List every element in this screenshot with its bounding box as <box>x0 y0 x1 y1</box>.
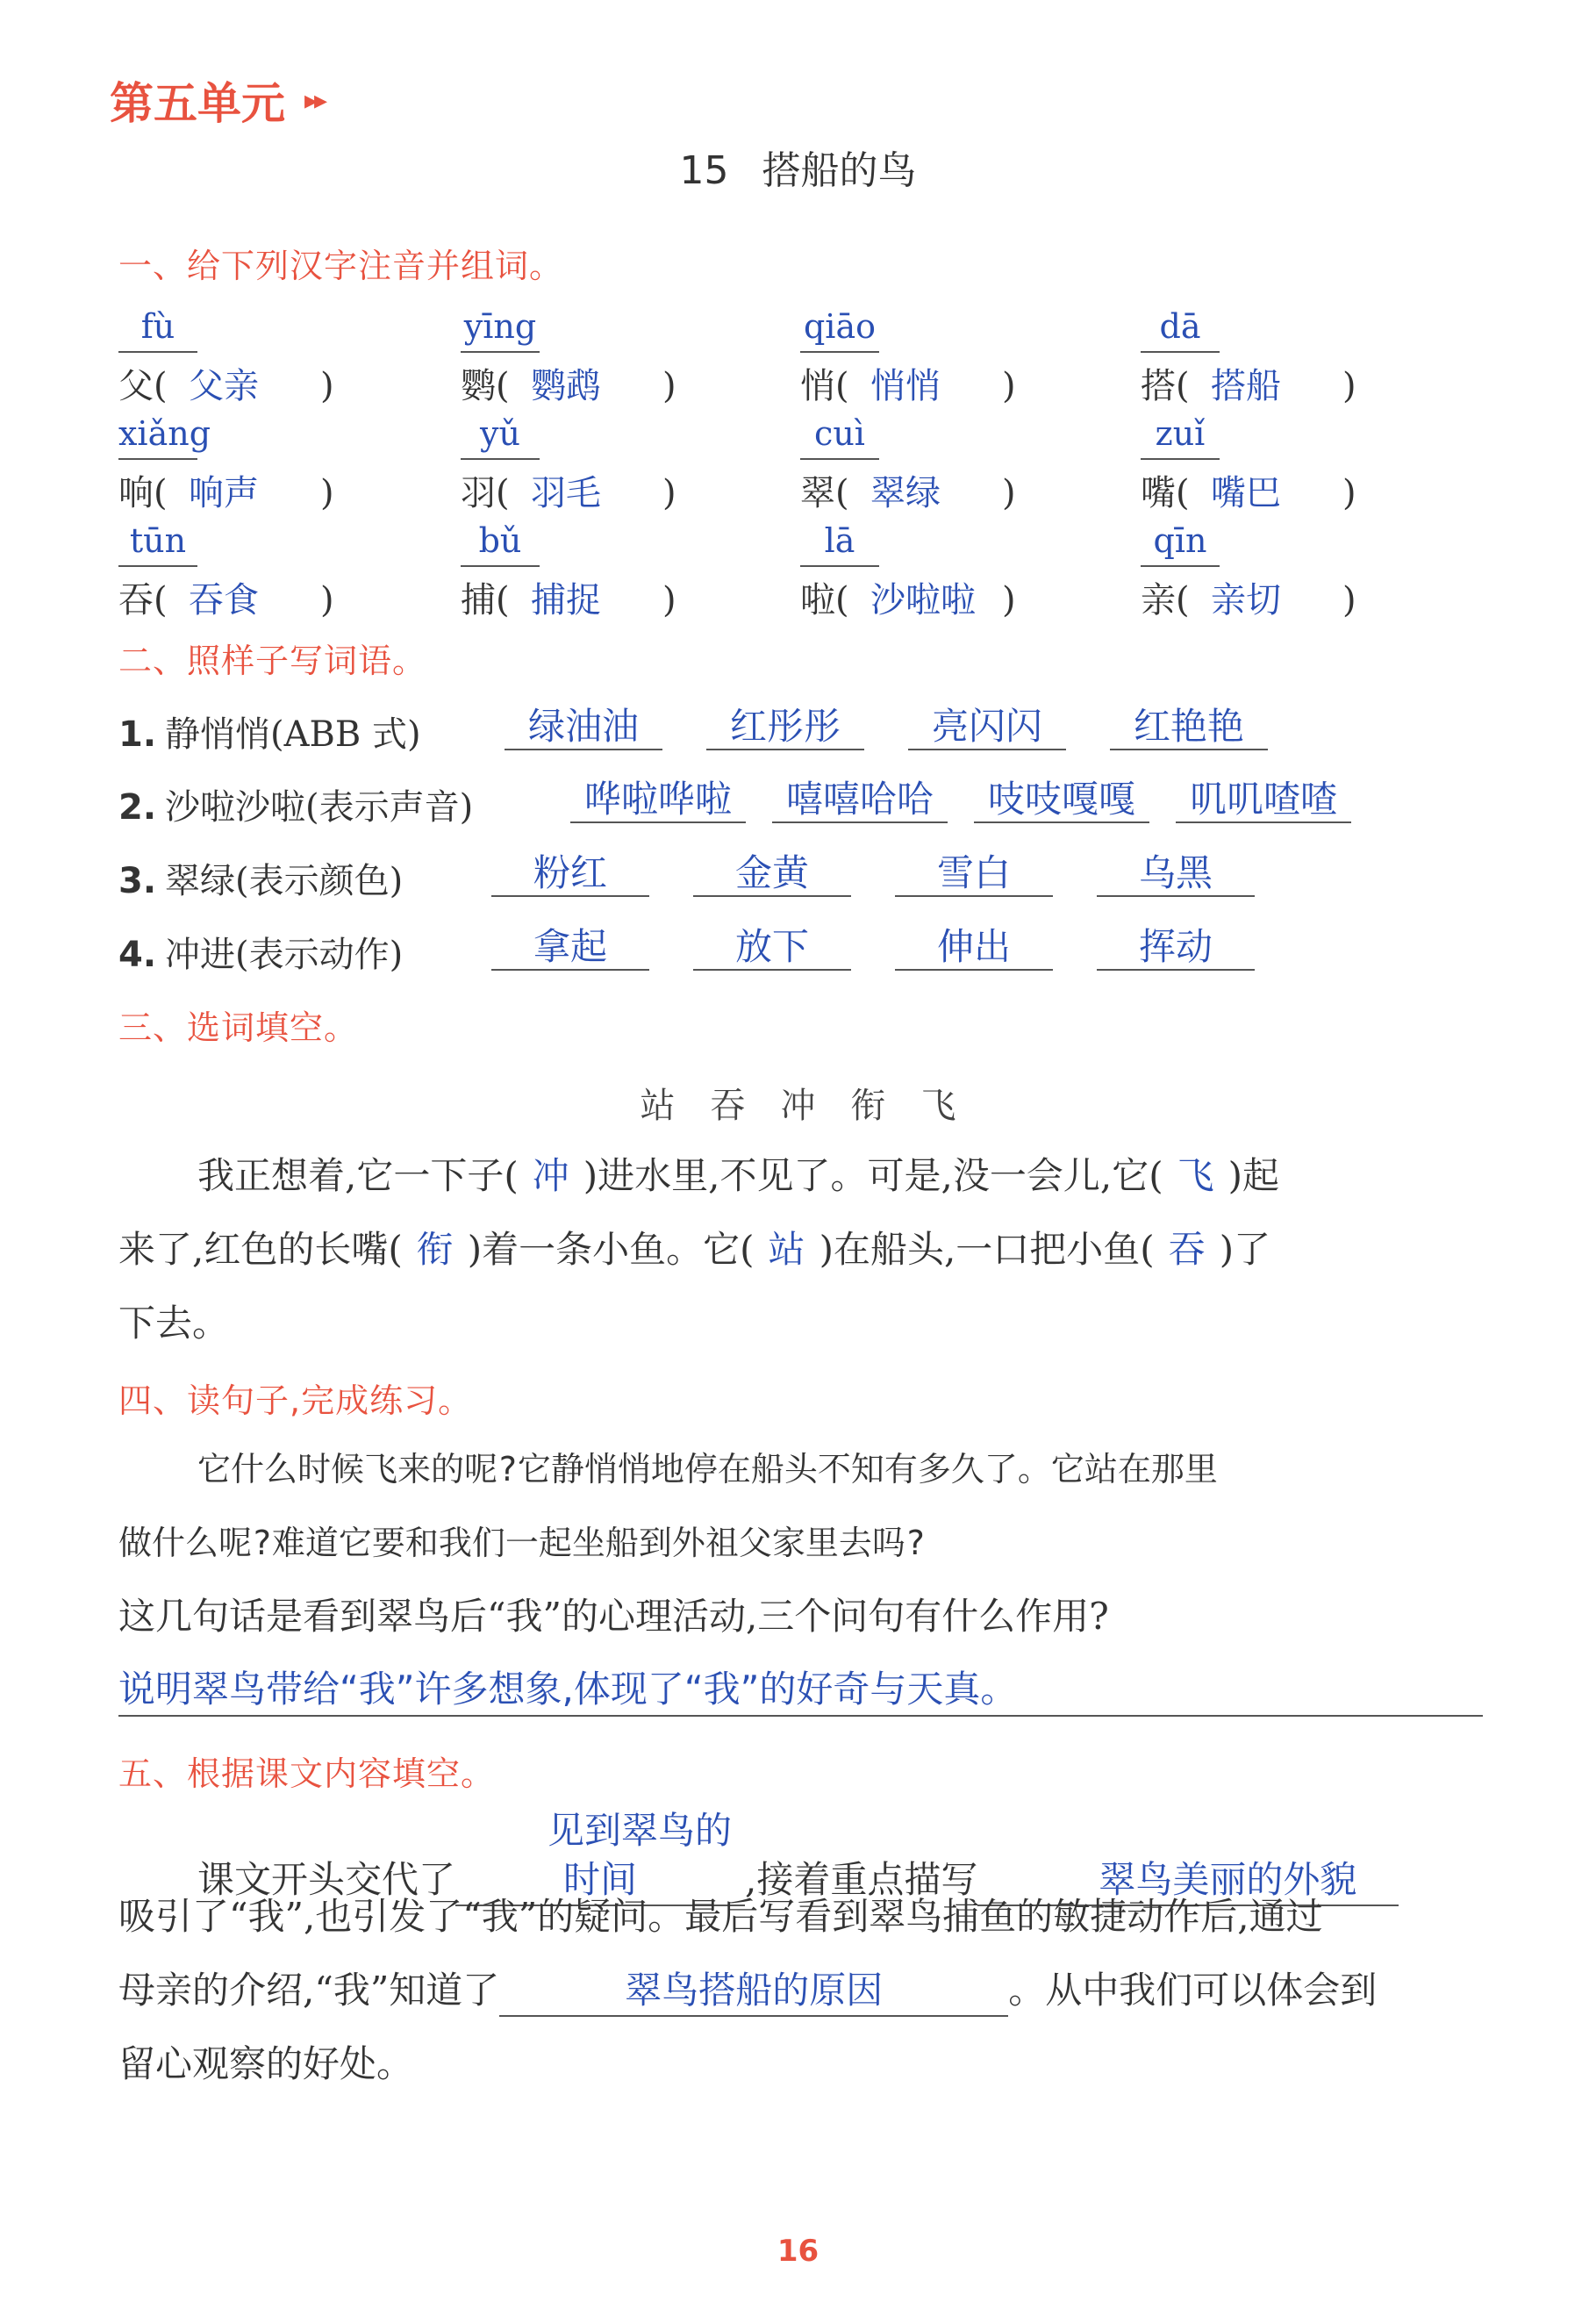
pattern-example: 静悄悄(ABB 式) <box>165 714 421 755</box>
open-paren: ( <box>496 580 510 620</box>
pinyin-answer[interactable]: fù <box>118 307 197 353</box>
answer-line[interactable] <box>118 1661 1483 1717</box>
char-line <box>1141 465 1356 515</box>
close-paren: ) <box>320 473 334 513</box>
fill-answer: 吞 <box>1168 1228 1206 1271</box>
pattern-answer[interactable]: 粉红 <box>491 844 649 897</box>
pattern-answer[interactable]: 红艳艳 <box>1110 698 1268 750</box>
text: 。从中我们可以体会到 <box>1008 1969 1378 2012</box>
hanzi: 啦 <box>800 580 835 620</box>
text: )了 <box>1219 1228 1271 1271</box>
pinyin-answer[interactable]: tūn <box>118 521 197 567</box>
text: )进水里,不见了。可是,没一会儿,它( <box>583 1154 1163 1197</box>
text: ,接着重点描写 <box>745 1858 978 1901</box>
page-number: 16 <box>777 2234 819 2269</box>
item-number: 2. <box>118 787 157 828</box>
blank-answer-2[interactable]: 翠鸟美丽的外貌 <box>977 1855 1399 1906</box>
pinyin-answer[interactable]: qiāo <box>800 307 879 353</box>
word-answer[interactable]: 翠绿 <box>870 473 941 513</box>
section1-heading: 一、给下列汉字注音并组词。 <box>118 247 564 285</box>
text: 母亲的介绍,“我”知道了 <box>118 1969 500 2012</box>
word-answer[interactable]: 亲切 <box>1211 580 1281 620</box>
word-answer[interactable]: 吞食 <box>189 580 259 620</box>
pinyin-item <box>118 307 434 411</box>
word-answer[interactable]: 捕捉 <box>531 580 601 620</box>
close-paren: ) <box>1002 580 1016 620</box>
open-paren: ( <box>835 580 849 620</box>
text: 来了,红色的长嘴( <box>118 1228 403 1271</box>
fill-paragraph-line1 <box>118 1139 1487 1213</box>
pattern-answer[interactable]: 嘻嘻哈哈 <box>772 771 948 823</box>
section5-heading: 五、根据课文内容填空。 <box>118 1754 496 1793</box>
hanzi: 响 <box>118 473 154 513</box>
char-line <box>1141 358 1356 408</box>
open-paren: ( <box>1176 580 1190 620</box>
close-paren: ) <box>662 473 676 513</box>
blank-answer-1[interactable]: 见到翠鸟的时间 <box>455 1806 745 1906</box>
open-paren: ( <box>496 366 510 406</box>
double-arrow-icon: ▸▸ <box>304 84 325 116</box>
hanzi: 翠 <box>800 473 835 513</box>
quote-line1: 它什么时候飞来的呢?它静悄悄地停在船头不知有多久了。它站在那里 <box>197 1450 1218 1488</box>
word-answer[interactable]: 响声 <box>189 473 259 513</box>
quote-line2: 做什么呢?难道它要和我们一起坐船到外祖父家里去吗? <box>118 1524 926 1562</box>
fill-answer: 飞 <box>1177 1154 1214 1197</box>
close-paren: ) <box>1002 473 1016 513</box>
pinyin-item <box>461 414 777 518</box>
word-answer[interactable]: 悄悄 <box>870 366 941 406</box>
fill-answer: 站 <box>768 1228 805 1271</box>
pattern-answer[interactable]: 叽叽喳喳 <box>1176 771 1351 823</box>
char-line <box>118 465 334 515</box>
char-line <box>1141 572 1356 622</box>
pattern-row <box>118 918 1487 979</box>
hanzi: 捕 <box>461 580 496 620</box>
pinyin-item <box>1141 307 1456 411</box>
close-paren: ) <box>1002 366 1016 406</box>
word-answer[interactable]: 嘴巴 <box>1211 473 1281 513</box>
fill-paragraph-line2 <box>118 1213 1487 1287</box>
pattern-example: 冲进(表示动作) <box>165 935 404 975</box>
lesson-name: 搭船的鸟 <box>762 148 917 193</box>
pattern-answer[interactable]: 亮闪闪 <box>908 698 1066 750</box>
close-paren: ) <box>1342 366 1356 406</box>
section2-heading: 二、照样子写词语。 <box>118 642 427 680</box>
hanzi: 嘴 <box>1141 473 1176 513</box>
close-paren: ) <box>1342 580 1356 620</box>
pattern-answer[interactable]: 雪白 <box>895 844 1053 897</box>
lesson-title <box>0 139 1596 195</box>
fill-answer: 冲 <box>532 1154 569 1197</box>
pinyin-item <box>1141 521 1456 625</box>
text: )在船头,一口把小鱼( <box>819 1228 1155 1271</box>
item-number: 4. <box>118 935 157 975</box>
pattern-label <box>118 779 473 829</box>
pattern-example: 沙啦沙啦(表示声音) <box>165 787 474 828</box>
word-answer[interactable]: 羽毛 <box>531 473 601 513</box>
pinyin-answer[interactable]: lā <box>800 521 879 567</box>
pinyin-item <box>1141 414 1456 518</box>
char-line <box>118 572 334 622</box>
item-number: 3. <box>118 861 157 901</box>
answer-text: 说明翠鸟带给“我”许多想象,体现了“我”的好奇与天真。 <box>118 1668 1018 1711</box>
text: 我正想着,它一下子( <box>197 1154 519 1197</box>
open-paren: ( <box>154 580 168 620</box>
pattern-answer[interactable]: 吱吱嘎嘎 <box>974 771 1149 823</box>
pattern-example: 翠绿(表示颜色) <box>165 861 404 901</box>
summary-line2: 吸引了“我”,也引发了“我”的疑问。最后写看到翠鸟捕鱼的敏捷动作后,通过 <box>118 1895 1323 1938</box>
close-paren: ) <box>662 580 676 620</box>
item-number: 1. <box>118 714 157 755</box>
hanzi: 父 <box>118 366 154 406</box>
pinyin-item <box>461 521 777 625</box>
lesson-number: 15 <box>679 148 729 193</box>
pinyin-answer[interactable]: cuì <box>800 414 879 460</box>
pinyin-answer[interactable]: dā <box>1141 307 1220 353</box>
pattern-answer[interactable]: 挥动 <box>1097 918 1255 971</box>
pattern-answer[interactable]: 乌黑 <box>1097 844 1255 897</box>
question-text: 这几句话是看到翠鸟后“我”的心理活动,三个问句有什么作用? <box>118 1595 1109 1638</box>
char-line <box>461 358 676 408</box>
open-paren: ( <box>835 366 849 406</box>
hanzi: 亲 <box>1141 580 1176 620</box>
section4-heading: 四、读句子,完成练习。 <box>118 1381 473 1420</box>
open-paren: ( <box>1176 366 1190 406</box>
pattern-answer[interactable]: 放下 <box>693 918 851 971</box>
text: )着一条小鱼。它( <box>467 1228 755 1271</box>
pinyin-answer[interactable]: yīng <box>461 307 540 353</box>
pattern-answer[interactable]: 拿起 <box>491 918 649 971</box>
hanzi: 悄 <box>800 366 835 406</box>
word-answer[interactable]: 搭船 <box>1211 366 1281 406</box>
pattern-label <box>118 927 403 977</box>
close-paren: ) <box>1342 473 1356 513</box>
hanzi: 吞 <box>118 580 154 620</box>
text: 课文开头交代了 <box>197 1858 456 1901</box>
fill-answer: 衔 <box>416 1228 454 1271</box>
char-line <box>800 358 1016 408</box>
word-options: 站 吞 冲 衔 飞 <box>640 1086 956 1126</box>
text: )起 <box>1227 1154 1279 1197</box>
open-paren: ( <box>496 473 510 513</box>
pinyin-item <box>800 521 1116 625</box>
pinyin-item <box>800 307 1116 411</box>
pattern-answer[interactable]: 哗啦哗啦 <box>570 771 746 823</box>
pinyin-item <box>118 521 434 625</box>
pinyin-item <box>800 414 1116 518</box>
pattern-answer[interactable]: 伸出 <box>895 918 1053 971</box>
char-line <box>118 358 334 408</box>
open-paren: ( <box>154 366 168 406</box>
pattern-answer[interactable]: 红彤彤 <box>706 698 864 750</box>
pinyin-answer[interactable]: xiǎng <box>118 414 197 460</box>
pinyin-item <box>461 307 777 411</box>
pattern-label <box>118 853 403 903</box>
open-paren: ( <box>154 473 168 513</box>
pinyin-answer[interactable]: bǔ <box>461 521 540 567</box>
char-line <box>461 465 676 515</box>
hanzi: 搭 <box>1141 366 1176 406</box>
word-answer[interactable]: 鹦鹉 <box>531 366 601 406</box>
hanzi: 羽 <box>461 473 496 513</box>
open-paren: ( <box>1176 473 1190 513</box>
unit-title <box>110 68 324 132</box>
pattern-answer[interactable]: 绿油油 <box>505 698 662 750</box>
summary-line3 <box>118 1954 1487 2027</box>
pattern-label <box>118 707 421 757</box>
word-answer[interactable]: 父亲 <box>189 366 259 406</box>
section3-heading: 三、选词填空。 <box>118 1008 359 1047</box>
pinyin-answer[interactable]: yǔ <box>461 414 540 460</box>
open-paren: ( <box>835 473 849 513</box>
close-paren: ) <box>320 366 334 406</box>
char-line <box>461 572 676 622</box>
blank-answer-3[interactable]: 翠鸟搭船的原因 <box>499 1966 1008 2017</box>
fill-paragraph-line3: 下去。 <box>118 1302 230 1345</box>
pattern-row <box>118 844 1487 906</box>
word-answer[interactable]: 沙啦啦 <box>870 580 976 620</box>
pinyin-item <box>118 414 434 518</box>
pattern-row <box>118 698 1487 759</box>
close-paren: ) <box>662 366 676 406</box>
summary-line4: 留心观察的好处。 <box>118 2042 414 2085</box>
close-paren: ) <box>320 580 334 620</box>
pattern-row <box>118 771 1487 832</box>
pinyin-answer[interactable]: zuǐ <box>1141 414 1220 460</box>
hanzi: 鹦 <box>461 366 496 406</box>
pattern-answer[interactable]: 金黄 <box>693 844 851 897</box>
unit-label: 第五单元 <box>110 78 285 129</box>
pinyin-answer[interactable]: qīn <box>1141 521 1220 567</box>
char-line <box>800 572 1016 622</box>
char-line <box>800 465 1016 515</box>
